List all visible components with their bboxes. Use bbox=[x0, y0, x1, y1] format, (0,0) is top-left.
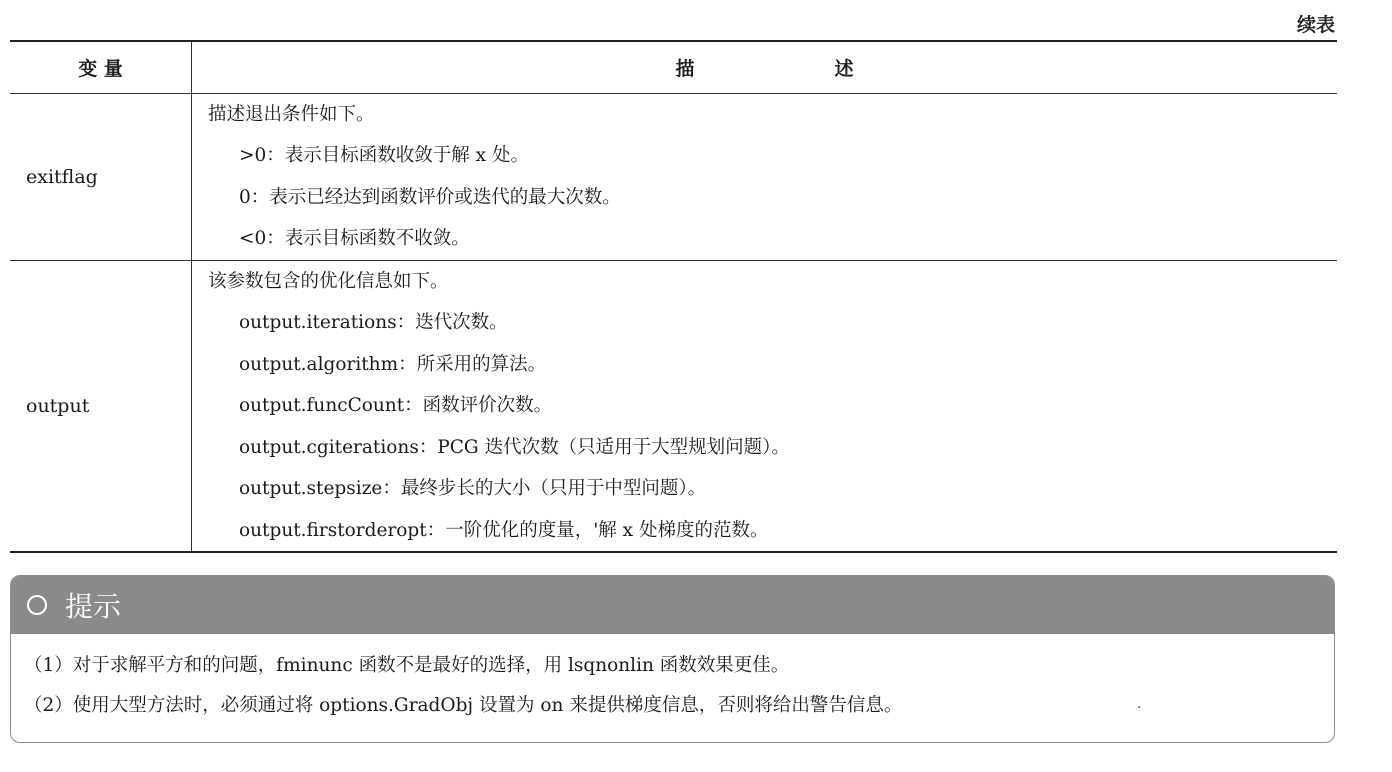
description-line: <0：表示目标函数不收敛。 bbox=[239, 228, 470, 249]
tip-body bbox=[11, 634, 1334, 726]
tip-box bbox=[10, 575, 1335, 743]
header-description-char-1: 描 bbox=[675, 57, 695, 80]
description-output bbox=[192, 260, 1338, 552]
tip-item: （2）使用大型方法时，必须通过将 options.GradObj 设置为 on 来提供梯度信息，否则将给出警告信息。 bbox=[24, 695, 903, 716]
description-intro: 描述退出条件如下。 bbox=[208, 103, 375, 125]
description-line: output.stepsize：最终步长的大小（只用于中型问题）。 bbox=[239, 478, 707, 499]
tip-header bbox=[11, 576, 1334, 634]
variable-name-exitflag: exitflag bbox=[10, 93, 192, 260]
variable-name-output: output bbox=[10, 260, 192, 552]
tip-item: （1）对于求解平方和的问题，fminunc 函数不是最好的选择，用 lsqnonlin 函数效果更佳。 bbox=[24, 655, 790, 676]
description-line: output.funcCount：函数评价次数。 bbox=[239, 395, 553, 416]
header-description-char-2: 述 bbox=[834, 57, 854, 80]
description-exitflag bbox=[192, 93, 1338, 260]
tip-title: 提示 bbox=[65, 590, 122, 623]
description-intro: 该参数包含的优化信息如下。 bbox=[208, 270, 449, 292]
circle-bullet-icon bbox=[27, 595, 47, 615]
continued-table-label: 续表 bbox=[1296, 14, 1335, 36]
description-line: output.firstorderopt：一阶优化的度量，'解 x 处梯度的范数。 bbox=[239, 519, 769, 541]
description-line: >0：表示目标函数收敛于解 x 处。 bbox=[239, 145, 529, 166]
description-line: output.iterations：迭代次数。 bbox=[239, 312, 508, 333]
stray-dot-mark: · bbox=[1137, 700, 1142, 716]
table-row-exitflag bbox=[10, 93, 1337, 260]
header-description bbox=[192, 41, 1338, 93]
description-line: 0：表示已经达到函数评价或迭代的最大次数。 bbox=[239, 186, 621, 208]
header-variable: 变 量 bbox=[10, 41, 192, 93]
variables-table bbox=[10, 40, 1337, 553]
description-line: output.cgiterations：PCG 迭代次数（只适用于大型规划问题）。 bbox=[239, 436, 790, 458]
table-header-row bbox=[10, 41, 1337, 93]
table-row-output bbox=[10, 260, 1337, 552]
description-line: output.algorithm：所采用的算法。 bbox=[239, 353, 547, 375]
